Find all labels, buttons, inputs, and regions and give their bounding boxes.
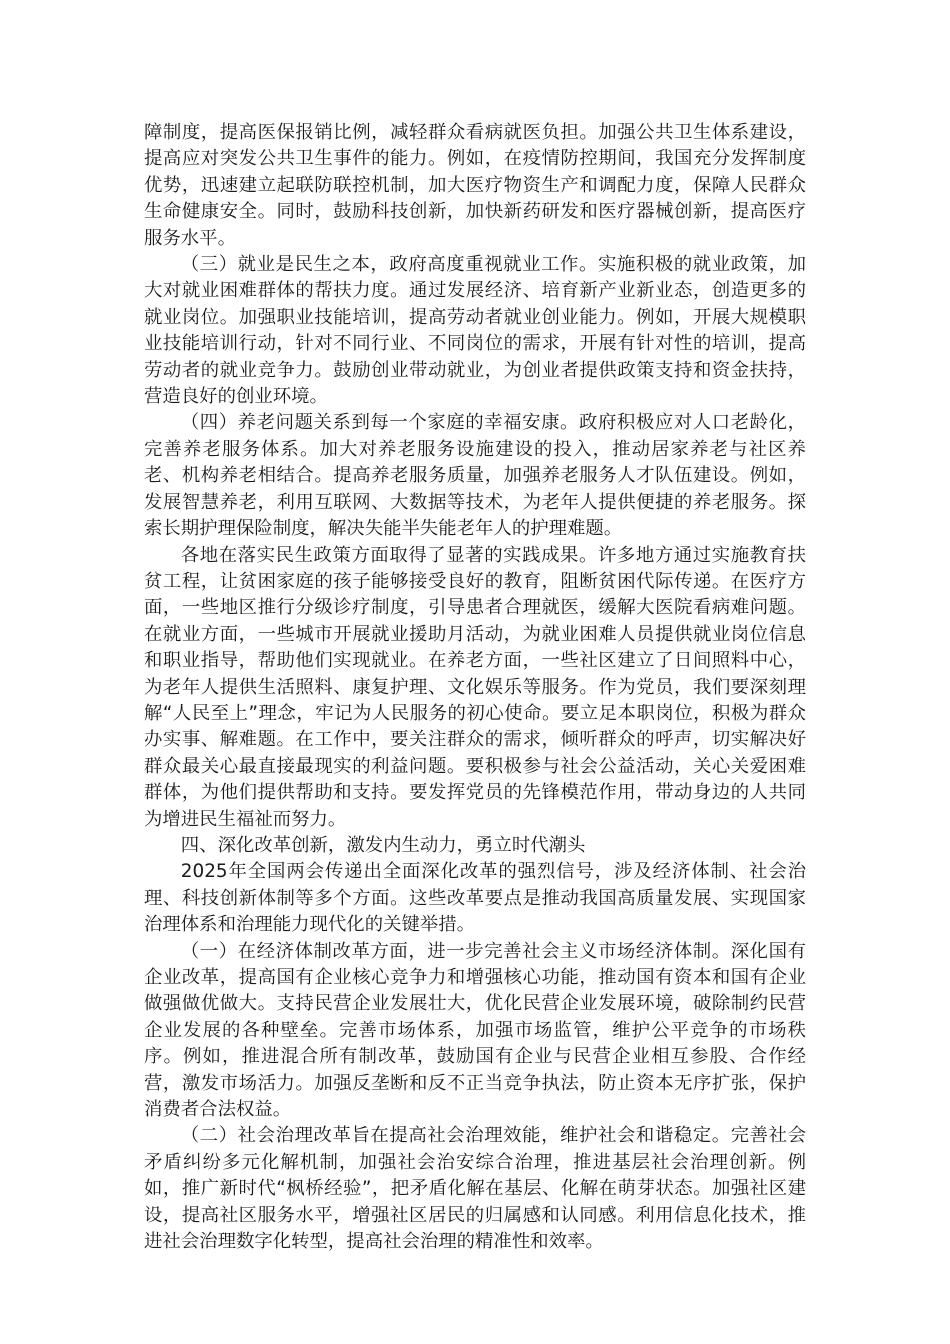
paragraph-reform-intro: 2025年全国两会传递出全面深化改革的强烈信号，涉及经济体制、社会治理、科技创新体制等多个方面。这些改革要点是推动我国高质量发展、实现国家治理体系和治理能力现代化的关键举措。 [144,861,806,936]
paragraph-employment: （三）就业是民生之本，政府高度重视就业工作。实施积极的就业政策，加大对就业困难群体的帮扶力度。通过发展经济、培育新产业新业态，创造更多的就业岗位。加强职业技能培训，提高劳动者就业创业能力。例如，开展大规模职业技能培训行动，针对不同行业、不同岗位的需求，开展有针对性的培训，提高劳动者的就业竞争力。鼓励创业带动就业，为创业者提供政策支持和资金扶持，营造良好的创业环境。 [144,254,806,408]
paragraph-elderly-care: （四）养老问题关系到每一个家庭的幸福安康。政府积极应对人口老龄化，完善养老服务体系。加大对养老服务设施建设的投入，推动居家养老与社区养老、机构养老相结合。提高养老服务质量，加强养老服务人才队伍建设。例如，发展智慧养老，利用互联网、大数据等技术，为老年人提供便捷的养老服务。探索长期护理保险制度，解决失能半失能老年人的护理难题。 [144,412,806,540]
paragraph-social-governance: （二）社会治理改革旨在提高社会治理效能，维护社会和谐稳定。完善社会矛盾纠纷多元化解机制，加强社会治安综合治理，推进基层社会治理创新。例如，推广新时代“枫桥经验”，把矛盾化解在基层、化解在萌芽状态。加强社区建设，提高社区服务水平，增强社区居民的归属感和认同感。利用信息化技术，推进社会治理数字化转型，提高社会治理的精准性和效率。 [144,1125,806,1253]
document-body [144,120,806,1255]
section-heading: 四、深化改革创新，激发内生动力，勇立时代潮头 [180,834,586,856]
paragraph-continuation: 障制度，提高医保报销比例，减轻群众看病就医负担。加强公共卫生体系建设，提高应对突发公共卫生事件的能力。例如，在疫情防控期间，我国充分发挥制度优势，迅速建立起联防联控机制，加大医疗物资生产和调配力度，保障人民群众生命健康安全。同时，鼓励科技创新，加快新药研发和医疗器械创新，提高医疗服务水平。 [144,122,806,249]
paragraph-practice-results: 各地在落实民生政策方面取得了显著的实践成果。许多地方通过实施教育扶贫工程，让贫困家庭的孩子能够接受良好的教育，阻断贫困代际传递。在医疗方面，一些地区推行分级诊疗制度，引导患者合理就医，缓解大医院看病难问题。在就业方面，一些城市开展就业援助月活动，为就业困难人员提供就业岗位信息和职业指导，帮助他们实现就业。在养老方面，一些社区建立了日间照料中心，为老年人提供生活照料、康复护理、文化娱乐等服务。作为党员，我们要深刻理解“人民至上”理念，牢记为人民服务的初心使命。要立足本职岗位，积极为群众办实事、解难题。在工作中，要关注群众的需求，倾听群众的呼声，切实解决好群众最关心最直接最现实的利益问题。要积极参与社会公益活动，关心关爱困难群体，为他们提供帮助和支持。要发挥党员的先锋模范作用，带动身边的人共同为增进民生福祉而努力。 [144,544,806,830]
paragraph-economic-reform: （一）在经济体制改革方面，进一步完善社会主义市场经济体制。深化国有企业改革，提高国有企业核心竞争力和增强核心功能，推动国有资本和国有企业做强做优做大。支持民营企业发展壮大，优化民营企业发展环境，破除制约民营企业发展的各种壁垒。完善市场体系，加强市场监管，维护公平竞争的市场秩序。例如，推进混合所有制改革，鼓励国有企业与民营企业相互参股、合作经营，激发市场活力。加强反垄断和反不正当竞争执法，防止资本无序扩张，保护消费者合法权益。 [144,940,806,1121]
